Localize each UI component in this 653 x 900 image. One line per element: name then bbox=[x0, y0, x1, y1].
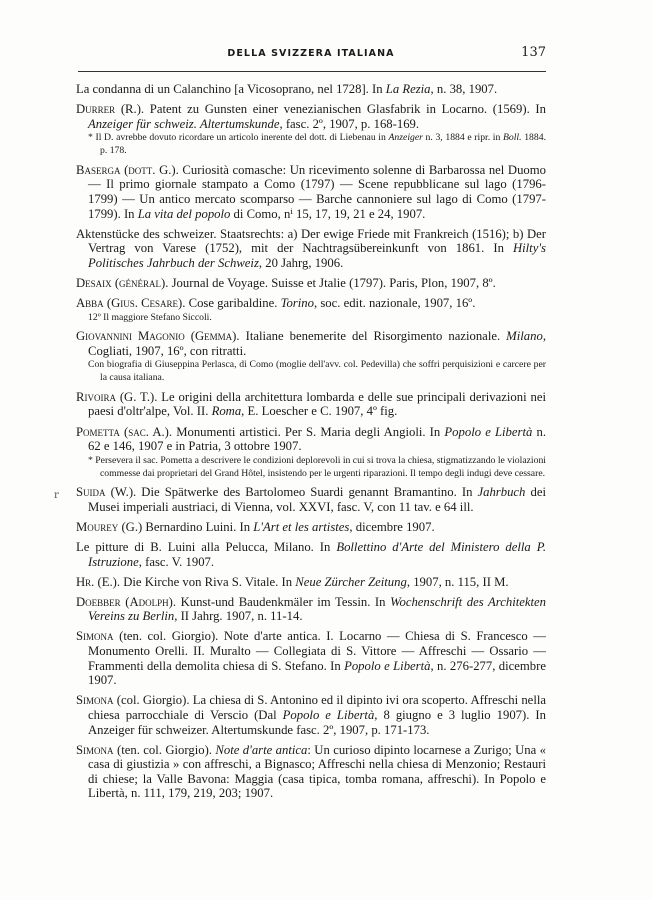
entry-author: Abba (Gius. Cesare). bbox=[76, 296, 186, 311]
entry-author: Doebber (Adolph). bbox=[76, 594, 177, 609]
entry-text: (ten. col. Giorgio). Note d'arte antica. I. Locarno — Chiesa di S. Francesco — Monumento Orelli. II. Muralto — Collegiata di S. Vittore — Affreschi — Ossario — Frammenti della demolita chiesa di S. Stefano. In bbox=[88, 629, 546, 673]
bibliography-entry bbox=[76, 520, 546, 535]
bibliography-entry bbox=[76, 540, 546, 569]
entry-author: Mourey (G.) bbox=[76, 519, 143, 534]
note-title: Anzeiger bbox=[388, 132, 423, 144]
bibliography-list bbox=[76, 82, 546, 806]
entry-tail: , n. 38, 1907. bbox=[430, 82, 498, 96]
entry-author: Durrer (R.). bbox=[76, 102, 145, 117]
entry-text: La condanna di un Calanchino [a Vicosoprano, nel 1728]. In bbox=[76, 82, 386, 96]
bibliography-entry bbox=[76, 102, 546, 157]
note-text: 1884. p. 178. bbox=[100, 132, 546, 157]
entry-text: Kunst-und Baudenkmäler im Tessin. In bbox=[176, 594, 391, 609]
entry-title: L'Art et les artistes bbox=[253, 519, 350, 534]
entry-text: (ten. col. Giorgio). bbox=[113, 742, 216, 757]
entry-author: Simona bbox=[76, 629, 114, 644]
entry-text: Curiosità comasche: Un ricevimento solenne di Barbarossa nel Duomo — Il primo giornale stampato a Como (1797) — Scene repubblicane sul lago (1796-1799) — Un antico mercato scomparso — Barche cannoniere sul lago di Como (1797-1799). In bbox=[88, 162, 546, 221]
entry-tail: , Cogliati, 1907, 16º, con ritratti. bbox=[88, 329, 546, 358]
bibliography-entry bbox=[76, 276, 546, 291]
margin-mark: r bbox=[54, 490, 59, 501]
bibliography-entry bbox=[76, 390, 546, 419]
entry-title: Roma bbox=[211, 404, 242, 419]
entry-author: Rivoira (G. T.). bbox=[76, 389, 158, 404]
entry-author: Pometta (sac. A.). bbox=[76, 424, 173, 439]
entry-title: Torino bbox=[280, 296, 314, 311]
bibliography-entry bbox=[76, 595, 546, 624]
entry-title: Milano bbox=[506, 329, 543, 344]
entry-note bbox=[88, 131, 546, 157]
entry-tail: , dicembre 1907. bbox=[349, 519, 435, 534]
entry-tail: , 1907, n. 115, II M. bbox=[406, 574, 509, 589]
entry-tail: : Un curioso dipinto locarnese a Zurigo; Una « casa di giustizia » con affreschi, a Bignasco; Affreschi nella chiesa di Menzonio; Restauri di chiese; la Valle Bavona: Maggia (casa tipica, tomba romana, affreschi). In Popolo e Libertà, n. 111, 179, 219, 203; 1907. bbox=[88, 742, 546, 801]
entry-author: Suida (W.). bbox=[76, 485, 137, 500]
entry-tail: , n. 276-277, dicembre 1907. bbox=[88, 658, 546, 688]
entry-text: Aktenstücke des schweizer. Staatsrechts: a) Der ewige Friede mit Frankreich (1516); b) Der Vertrag von Varese (1752), mit der Nachtragsübereinkunft von 1861. In bbox=[76, 226, 546, 256]
entry-author: Simona bbox=[76, 693, 114, 708]
entry-text: Die Kirche von Riva S. Vitale. In bbox=[120, 574, 296, 589]
entry-tail: , II Jahrg. 1907, n. 11-14. bbox=[174, 609, 303, 624]
bibliography-entry bbox=[76, 296, 546, 324]
entry-author: Baserga (dott. G.). bbox=[76, 162, 179, 177]
bibliography-entry bbox=[76, 163, 546, 221]
note-text: n. 3, 1884 e ripr. in bbox=[422, 132, 503, 144]
entry-tail: , fasc. 2º, 1907, p. 168-169. bbox=[279, 116, 420, 131]
entry-text: Journal de Voyage. Suisse et Jtalie (1797). Paris, Plon, 1907, 8º. bbox=[168, 275, 496, 290]
entry-title: Neue Zürcher Zeitung bbox=[295, 574, 407, 589]
bibliography-entry bbox=[76, 485, 546, 514]
entry-tail: di Como, nⁱ 15, 17, 19, 21 e 24, 1907. bbox=[230, 206, 426, 221]
entry-author: Desaix (général). bbox=[76, 275, 169, 290]
entry-text: Patent zu Gunsten einer venezianischen Glasfabrik in Locarno. (1569). In bbox=[144, 102, 546, 117]
entry-tail: , 20 Jahrg, 1906. bbox=[258, 255, 344, 270]
entry-note: * Persevera il sac. Pometta a descrivere le condizioni deplorevoli in cui si trova la chiesa, stigmatizzando le violazioni commesse dai proprietari del Grand Hôtel, insistendo per le urgenti riparazioni. Il tempo degli indugi deve cessare. bbox=[88, 454, 546, 479]
entry-text: Le pitture di B. Luini alla Pelucca, Milano. In bbox=[76, 539, 337, 554]
entry-title: Hilty's Politisches Jahrbuch der Schweiz bbox=[88, 241, 546, 270]
entry-tail: n. 62 e 146, 1907 e in Patria, 3 ottobre 1907. bbox=[88, 424, 547, 454]
note-title: Boll. bbox=[502, 132, 522, 144]
entry-title: Wochenschrift des Architekten Vereins zu Berlin bbox=[88, 594, 547, 624]
entry-tail: dei Musei imperiali austriaci, di Vienna, vol. XXVI, fasc. V, con 11 tav. e 64 ill. bbox=[88, 485, 546, 514]
entry-text: Cose garibaldine. bbox=[185, 296, 281, 311]
entry-tail: , fasc. V. 1907. bbox=[138, 554, 215, 569]
header-rule bbox=[78, 71, 546, 72]
bibliography-entry bbox=[76, 82, 546, 97]
entry-title: Anzeiger für schweiz. Altertumskunde bbox=[88, 116, 280, 131]
entry-title: Popolo e Libertà bbox=[444, 424, 533, 439]
bibliography-entry bbox=[76, 329, 546, 384]
entry-tail: , E. Loescher e C. 1907, 4º fig. bbox=[241, 404, 398, 419]
bibliography-entry bbox=[76, 693, 546, 737]
entry-title: Popolo e Libertà bbox=[282, 707, 375, 722]
entry-title: Bollettino d'Arte del Ministero della P. Istruzione bbox=[88, 539, 546, 569]
running-head: DELLA SVIZZERA ITALIANA bbox=[227, 48, 395, 59]
entry-author: Hr. (E.). bbox=[76, 574, 121, 589]
bibliography-entry bbox=[76, 425, 546, 480]
bibliography-entry bbox=[76, 743, 546, 801]
page-number: 137 bbox=[521, 45, 546, 60]
entry-note: Con biografia di Giuseppina Perlasca, di Como (moglie dell'avv. col. Pedevilla) che soffri perquisizioni e carcere per la causa italiana. bbox=[88, 359, 546, 384]
entry-tail: , soc. edit. nazionale, 1907, 16º. bbox=[313, 296, 476, 311]
entry-text: Die Spätwerke des Bartolomeo Suardi genannt Bramantino. In bbox=[136, 485, 478, 500]
entry-author: Simona bbox=[76, 742, 114, 757]
page-header bbox=[76, 45, 546, 68]
entry-text: (col. Giorgio). La chiesa di S. Antonino ed il dipinto ivi ora scoperto. Affreschi nella chiesa parrocchiale di Verscio (Dal bbox=[88, 693, 546, 722]
entry-title: Popolo e Libertà bbox=[344, 658, 431, 673]
bibliography-entry bbox=[76, 575, 546, 590]
bibliography-entry bbox=[76, 629, 546, 687]
entry-note: 12º Il maggiore Stefano Siccoli. bbox=[88, 311, 212, 323]
entry-text: Italiane benemerite del Risorgimento nazionale. bbox=[239, 329, 507, 344]
entry-text: Bernardino Luini. In bbox=[142, 519, 254, 534]
entry-text: Le origini della architettura lombarda e delle sue principali derivazioni nei paesi d'oltr'alpe, Vol. II. bbox=[88, 389, 546, 419]
entry-tail: , 8 giugno e 3 luglio 1907). In Anzeiger für schweizer. Altertumskunde fasc. 2º, 1907, p. 171-173. bbox=[88, 707, 546, 737]
entry-author: Giovannini Magonio (Gemma). bbox=[76, 329, 240, 344]
entry-title: Jahrbuch bbox=[477, 485, 526, 500]
entry-title: Note d'arte antica bbox=[215, 742, 308, 757]
entry-title: La vita del popolo bbox=[137, 206, 231, 221]
bibliography-entry bbox=[76, 227, 546, 271]
entry-text: Monumenti artistici. Per S. Maria degli Angioli. In bbox=[172, 424, 445, 439]
note-text: * Il D. avrebbe dovuto ricordare un articolo inerente del dott. di Liebenau in bbox=[88, 132, 389, 144]
entry-title: La Rezia bbox=[385, 82, 431, 96]
